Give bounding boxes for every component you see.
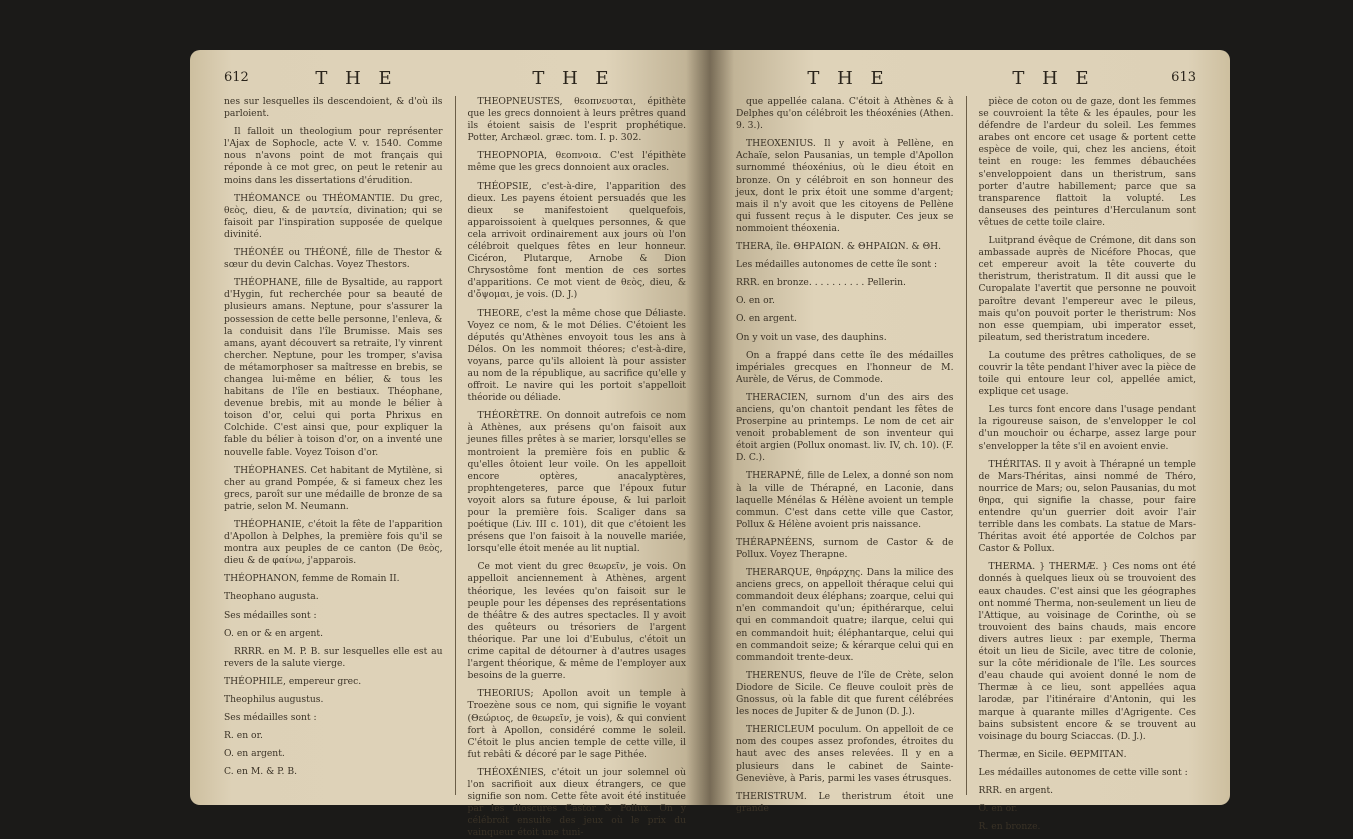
paragraph: pièce de coton ou de gaze, dont les femmes se couvroient la tête & les épaules, pour les défendre de l'ardeur du soleil. Les femmes arabes ont encore cet usage & portent cette espèce de voile, qui, chez les anciens, étoit teint en rouge: les femmes débauchées s'enveloppoient dans un theristrum, sans porter d'autre habillement; parce que sa transparence flattoit la volupté. Les danseuses des peintures d'Herculanum sont vêtues de cette toile claire.	[978, 96, 1196, 228]
paragraph: THÉOPHANE, fille de Bysaltide, au rapport d'Hygin, fut recherchée pour sa beauté de plusieurs amans. Neptune, pour s'assurer la possession de cette belle personne, l'enleva, & la conduisit dans l'île Brumisse. Mais ses amans, ayant découvert sa retraite, l'y vinrent chercher. Neptune, pour les tromper, s'avisa de métamorphoser sa maîtresse en brebis, se changea lui-même en bélier, & tous les habitans de l'île en bestiaux. Théophane, devenue brebis, mit au monde le bélier à toison d'or, celui qui porta Phrixus en Colchide. C'est ainsi que, pour expliquer la fable du bélier à toison d'or, on a inventé une nouvelle fable. Voyez Toison d'or.	[224, 277, 443, 458]
paragraph: Il falloit un theologium pour représenter l'Ajax de Sophocle, acte V. v. 1540. Comme nous n'avons point de mot français qui réponde à ce mot grec, on peut le retenir au moins dans les dissertations d'érudition.	[224, 126, 443, 186]
paragraph: THÉRAPNÉENS, surnom de Castor & de Pollux. Voyez Therapne.	[736, 536, 954, 560]
paragraph: Les turcs font encore dans l'usage pendant la rigoureuse saison, de s'envelopper le col d'un mouchoir ou écharpe, assez large pour s'envelopper la tête s'il en avoient envie.	[978, 404, 1196, 452]
right-column-1	[736, 96, 954, 814]
right-head-title-1: T H E	[807, 68, 890, 89]
column-rule	[966, 96, 967, 795]
paragraph: R. en or.	[224, 730, 263, 742]
paragraph: que appellée calana. C'étoit à Athènes & à Delphes qu'on célébroit les théoxénies (Athen. 9. 3.).	[736, 96, 954, 132]
paragraph: On a frappé dans cette île des médailles impériales grecques en l'honneur de M. Aurèle, de Vérus, de Commode.	[736, 349, 954, 385]
paragraph: R. en bronze.	[978, 821, 1041, 833]
paragraph: THERENUS, fleuve de l'île de Crète, selon Diodore de Sicile. Ce fleuve couloit près de Gnossus, où la fable dit que furent célébrées les noces de Jupiter & de Junon (D. J.).	[736, 669, 954, 718]
paragraph: THERICLEUM poculum. On appelloit de ce nom des coupes assez profondes, étroites du haut avec des anses relevées. Il y en a plusieurs dans le cabinet de Sainte-Geneviève, à Paris, parmi les vases étrusques.	[736, 724, 954, 784]
left-page-number: 612	[224, 70, 249, 85]
paragraph: O. en or.	[978, 803, 1018, 815]
open-book	[150, 20, 1210, 839]
paragraph: THÉRITAS. Il y avoit à Thérapné un temple de Mars-Théritas, ainsi nommé de Théro, nourrice de Mars; ou, selon Pausanias, du mot θηρα, qui signifie la chasse, pour faire entendre qu'un guerrier doit avoir l'air terrible dans les combats. La statue de Mars-Théritas avoit été apportée de Colchos par Castor & Pollux.	[978, 458, 1196, 555]
paragraph: Theophano augusta.	[224, 591, 319, 603]
paragraph: Les médailles autonomes de cette île sont :	[736, 259, 938, 271]
paragraph: THEOPNOPIA, θεοπνοια. C'est l'épithète même que les grecs donnoient aux oracles.	[467, 150, 686, 174]
paragraph: C. en M. & P. B.	[224, 766, 297, 778]
left-head-title-2: T H E	[532, 68, 615, 89]
paragraph: RRRR. en M. P. B. sur lesquelles elle est au revers de la salute vierge.	[224, 645, 443, 669]
left-column-1	[224, 96, 443, 795]
paragraph: THEORE, c'est la même chose que Déliaste. Voyez ce nom, & le mot Délies. C'étoient les députés qu'Athènes envoyoit tous les ans à Délos. On les nommoit théores; c'est-à-dire, voyans, parce qu'ils alloient là pour assister au nom de la république, au sacrifice qu'elle y offroit. Le navire qui les portoit s'appelloit théoride ou déliade.	[467, 307, 686, 404]
paragraph: On y voit un vase, des dauphins.	[736, 331, 887, 343]
paragraph: Ce mot vient du grec θεωρεῖν, je vois. On appelloit anciennement à Athènes, argent théorique, les levées qu'on faisoit sur le peuple pour les dépenses des représentations de théâtre & des autres spectacles. Il y avoit des quêteurs ou trésoriers de l'argent théorique. Par une loi d'Eubulus, c'étoit un crime capital de détourner à d'autres usages l'argent théorique, & même de l'employer aux besoins de la guerre.	[467, 561, 686, 682]
paragraph: RRR. en bronze. . . . . . . . . . Pellerin.	[736, 277, 906, 289]
left-head-title-1: T H E	[315, 68, 398, 89]
column-rule	[455, 96, 456, 795]
paragraph: Ses médailles sont :	[224, 609, 317, 621]
paragraph: THERISTRUM. Le theristrum étoit une grande	[736, 790, 954, 814]
paragraph: RRR. en argent.	[978, 784, 1054, 796]
right-head-title-2: T H E	[1012, 68, 1095, 89]
paragraph: THEOXENIUS. Il y avoit à Pellène, en Achaïe, selon Pausanias, un temple d'Apollon surnommé théoxénius, où le dieu étoit en bronze. On y célébroit en son honneur des jeux, dont le prix étoit une somme d'argent; mais il n'y avoit que les citoyens de Pellène qui fussent reçus à le disputer. Ces jeux se nommoient théoxenia.	[736, 138, 954, 234]
paragraph: Les médailles autonomes de cette ville sont :	[978, 766, 1188, 778]
paragraph: THÉOPHANIE, c'étoit la fête de l'apparition d'Apollon à Delphes, la première fois qu'il se montra aux peuples de ce canton (De θεὸς, dieu & de φαίνω, j'apparois.	[224, 519, 443, 567]
paragraph: O. en or & en argent.	[224, 627, 324, 639]
paragraph: Luitprand évêque de Crémone, dit dans son ambassade auprès de Nicéfore Phocas, que cet empereur avoit la tête couverte du theristrum, theristratum. Il dit aussi que le Curopalate l'avertit que personne ne pouvoit paroître devant l'empereur avec le pileus, mais qu'on pouvoit porter le theristrum: Nos non esse quempiam, ubi imperator esset, pileatum, sed theristratum incedere.	[978, 235, 1196, 343]
paragraph: THÉOXÉNIES, c'étoit un jour solemnel où l'on sacrifioit aux dieux étrangers, ce que signifie son nom. Cette fête avoit été instituée par les dioscures Castor & Pollux. On y célébroit ensuite des jeux où le prix du vainqueur étoit une tuni-	[467, 766, 686, 839]
left-page	[190, 50, 710, 839]
book-gutter	[686, 50, 734, 805]
paragraph: THÉOMANCE ou THÉOMANTIE. Du grec, θεὸς, dieu, & de μαντεία, divination; qui se faisoit par l'inspiration supposée de quelque divinité.	[224, 192, 443, 240]
paragraph: THÉOPHILE, empereur grec.	[224, 675, 362, 687]
right-column-2	[978, 96, 1197, 833]
paragraph: THERA, île. ΘΗΡΑΙΩΝ. & ΘΗΡΑΙΩΝ. & ΘΗ.	[736, 241, 942, 253]
paragraph: THÉOPHANES. Cet habitant de Mytilène, si cher au grand Pompée, & si fameux chez les grecs, paroît sur une médaille de bronze de sa patrie, selon M. Neumann.	[224, 464, 443, 512]
paragraph: THERMA. } THERMÆ. } Ces noms ont été donnés à quelques lieux où se trouvoient des eaux chaudes. C'est ainsi que les géographes ont nommé Therma, non-seulement un lieu de l'Attique, au voisinage de Corinthe, où se trouvoient des bains chauds, mais encore divers autres lieux : par exemple, Therma étoit un lieu de Sicile, avec titre de colonie, sur la côte méridionale de l'île. Les sources d'eau chaude qui avoient donné le nom de Thermæ à ce lieu, sont appellées aqua larodæ, par l'itinéraire d'Antonin, qui les marque à quarante milles d'Agrigente. Ces bains subsistent encore & se trouvent au voisinage du bourg Sciaccas. (D. J.).	[978, 561, 1196, 742]
paragraph: THÉORÈTRE. On donnoit autrefois ce nom à Athènes, aux présens qu'on faisoit aux jeunes filles prêtes à se marier, lorsqu'elles se montroient la première fois en public & qu'elles ôtoient leur voile. On les appelloit encore optères, anacalyptères, prophtengeteres, parce que l'époux futur voyoit alors sa future épouse, & lui parloit pour la première fois. Scaliger dans sa poétique (Liv. III c. 101), dit que c'étoient les présens que l'on faisoit à la nouvelle mariée, lorsqu'elle étoit menée au lit nuptial.	[467, 410, 686, 555]
paragraph: nes sur lesquelles ils descendoient, & d'où ils parloient.	[224, 96, 443, 120]
right-page	[710, 50, 1230, 833]
paragraph: THÉOPSIE, c'est-à-dire, l'apparition des dieux. Les payens étoient persuadés que les dieux se manifestoient quelquefois, apparoissoient à quelques personnes, & que cela arrivoit ordinairement aux jours où l'on célébroit quelques fêtes en leur honneur. Cicéron, Plutarque, Arnobe & Dion Chrysostôme font mention de ces sortes d'apparitions. Ce mot vient de θεὸς, dieu, & d'ὄψομαι, je vois. (D. J.)	[467, 180, 686, 301]
paragraph: Thermæ, en Sicile. ΘΕΡΜΙΤΑΝ.	[978, 748, 1127, 760]
paragraph: THEORIUS; Apollon avoit un temple à Troezène sous ce nom, qui signifie le voyant (Θεώριος, de θεωρεῖν, je vois), & qui convient fort à Apollon, considéré comme le soleil. C'étoit le plus ancien temple de cette ville, il fut rebâti & décoré par le sage Pithée.	[467, 688, 686, 760]
left-column-2	[467, 96, 687, 839]
paragraph: La coutume des prêtres catholiques, de se couvrir la tête pendant l'hiver avec la pièce de toile qui entoure leur col, appellée amict, explique cet usage.	[978, 349, 1196, 398]
paragraph: THEOPNEUSTES, θεοπνευσται, épithète que les grecs donnoient à leurs prêtres quand ils étoient saisis de l'esprit prophétique. Potter, Archæol. græc. tom. I. p. 302.	[467, 96, 686, 144]
paragraph: Theophilus augustus.	[224, 694, 324, 706]
paragraph: THERARQUE, θηράρχης. Dans la milice des anciens grecs, on appelloit théraque celui qui commandoit deux éléphans; zoarque, celui qui n'en commandoit qu'un; épithérarque, celui qui en commandoit quatre; ilarque, celui qui en commandoit huit; éléphantarque, celui qui en commandoit seize; & kérarque celui qui en commandoit trente-deux.	[736, 567, 954, 663]
paragraph: THERACIEN, surnom d'un des airs des anciens, qu'on chantoit pendant les fêtes de Proserpine au printemps. Le nom de cet air venoit probablement de son inventeur qui étoit argien (Pollux onomast. liv. IV, ch. 10). (F. D. C.).	[736, 391, 954, 464]
paragraph: Ses médailles sont :	[224, 712, 317, 724]
paragraph: O. en argent.	[224, 748, 285, 760]
paragraph: O. en argent.	[736, 313, 797, 325]
paragraph: THERAPNÉ, fille de Lelex, a donné son nom à la ville de Thérapné, en Laconie, dans laquelle Ménélas & Hélène avoient un temple commun. C'est dans cette ville que Castor, Pollux & Hélène avoient pris naissance.	[736, 470, 954, 530]
paragraph: O. en or.	[736, 295, 775, 307]
paragraph: THÉOPHANON, femme de Romain II.	[224, 573, 400, 585]
right-page-number: 613	[1171, 70, 1196, 85]
paragraph: THÉONÉE ou THÉONÉ, fille de Thestor & sœur du devin Calchas. Voyez Thestors.	[224, 247, 443, 271]
